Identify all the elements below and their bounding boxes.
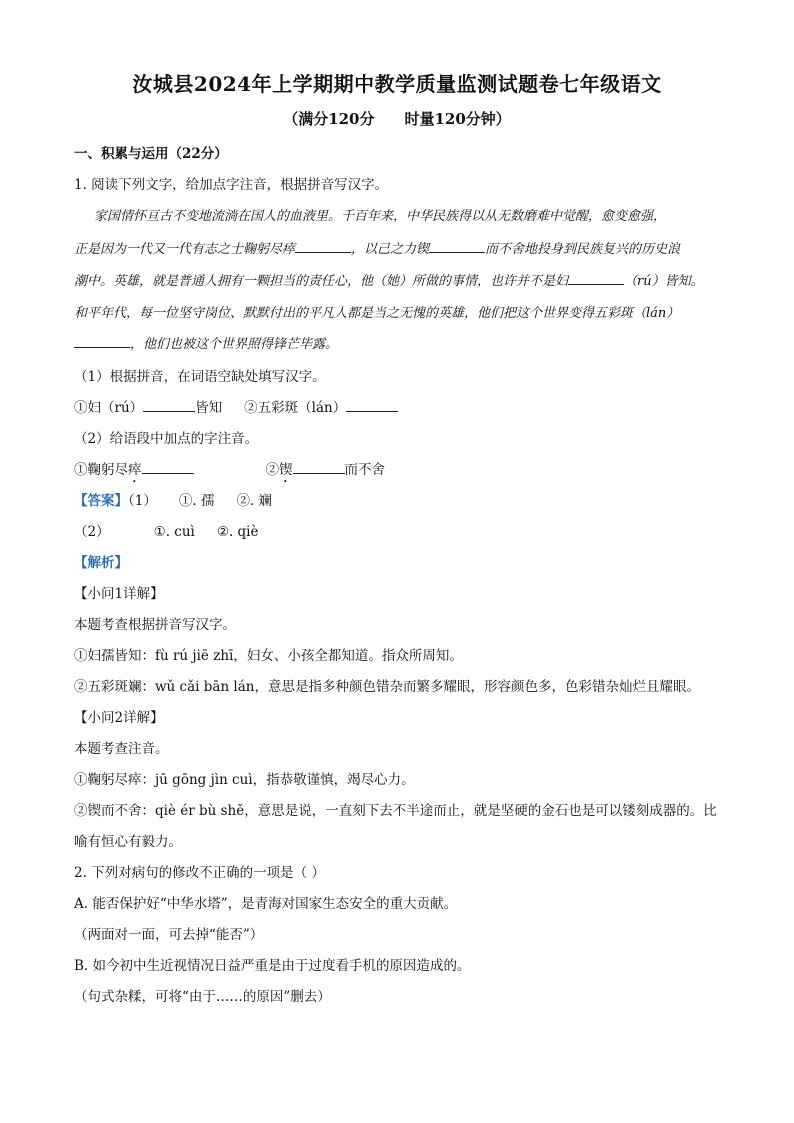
subq2-item-a: ①鞠躬尽瘁：jū gōng jìn cuì，指恭敬谨慎，竭尽心力。	[74, 772, 415, 788]
subq1-desc: 本题考查根据拼音写汉字。	[74, 617, 236, 633]
subq1-item-b: ②五彩斑斓：wǔ cǎi bān lán，意思是指多种颜色错杂而繁多耀眼，形容颜色多，色彩错杂灿烂且耀眼。	[74, 679, 700, 695]
answer-blank	[293, 461, 345, 474]
item-text: 而不舍	[344, 462, 385, 478]
full-score: （满分120分	[283, 110, 375, 128]
answer-blank	[143, 399, 195, 412]
passage-line-3	[74, 270, 724, 289]
option-a-note: （两面对一面，可去掉“能否”）	[74, 927, 264, 943]
question-1-stem: 1. 阅读下列文字，给加点字注音，根据拼音写汉字。	[74, 177, 389, 193]
passage-text: ，以己之力锲	[351, 242, 430, 257]
option-b-note: （句式杂糅，可将“由于……的原因”删去）	[74, 989, 331, 1005]
passage-text: 潮中。英雄，就是普通人拥有一颗担当的责任心，他（她）所做的事情，也许并不是妇	[74, 274, 569, 289]
answer-blank	[295, 240, 351, 253]
item-text: ①妇（rú）	[74, 400, 144, 416]
answer-item: ①. cuì	[153, 524, 195, 540]
subquestion-1: （1）根据拼音，在词语空缺处填写汉字。	[74, 369, 326, 385]
passage-text: 而不舍地投身到民族复兴的历史浪	[485, 242, 681, 257]
item-text: 皆知	[195, 400, 223, 416]
item-text: ②	[265, 462, 279, 478]
subq2-title: 【小问2详解】	[74, 710, 164, 726]
answer-blank	[346, 399, 398, 412]
answer-blank	[142, 461, 194, 474]
subquestion-2: （2）给语段中加点的字注音。	[74, 431, 259, 447]
answer-item: ②. qiè	[216, 524, 259, 540]
passage-text: （rú）皆知。	[624, 274, 704, 289]
subq2-item-b: ②锲而不舍：qiè ér bù shě，意思是说，一直刻下去不半途而止，就是坚硬的金石也是可以镂刻成器的。比	[74, 803, 717, 819]
question-2-stem: 2. 下列对病句的修改不正确的一项是（ ）	[74, 865, 325, 881]
subquestion-1-items	[74, 396, 398, 416]
passage-line-4: 和平年代，每一位坚守岗位、默默付出的平凡人都是当之无愧的英雄，他们把这个世界变得五彩斑（lán）	[74, 306, 680, 321]
option-a: A. 能否保护好“中华水塔”，是青海对国家生态安全的重大贡献。	[74, 896, 458, 912]
answer-blank	[568, 272, 624, 285]
answer-blank	[74, 335, 130, 348]
dotted-char: 瘁	[128, 462, 142, 478]
answer-part: （1）	[128, 493, 157, 509]
answer-tag: 【答案】	[74, 493, 128, 509]
passage-text: 正是因为一代又一代有志之士鞠躬尽瘁	[74, 242, 296, 257]
subq2-item-b-cont: 喻有恒心有毅力。	[74, 834, 182, 850]
subq1-title: 【小问1详解】	[74, 586, 164, 602]
analysis-tag: 【解析】	[74, 555, 128, 571]
exam-info	[0, 108, 794, 129]
subq1-item-a: ①妇孺皆知：fù rú jiē zhī，妇女、小孩全都知道。指众所周知。	[74, 648, 463, 664]
passage-line-5	[74, 333, 724, 352]
option-b: B. 如今初中生近视情况日益严重是由于过度看手机的原因造成的。	[74, 958, 471, 974]
item-text: ②五彩斑（lán）	[244, 400, 347, 416]
passage-line-2	[74, 238, 724, 257]
passage-text: ，他们也被这个世界照得锋芒毕露。	[130, 337, 339, 352]
page-title: 汝城县2024年上学期期中教学质量监测试题卷七年级语文	[132, 72, 662, 96]
answer-blank	[429, 240, 485, 253]
section-heading: 一、积累与运用（22分）	[74, 146, 228, 162]
dotted-char: 锲	[279, 462, 293, 478]
subq2-desc: 本题考查注音。	[74, 741, 169, 757]
passage-line-1: 家国情怀亘古不变地流淌在国人的血液里。千百年来，中华民族得以从无数磨难中觉醒，愈变愈强，	[94, 209, 667, 224]
subquestion-2-items	[74, 458, 385, 486]
answer-item: ②. 斓	[236, 493, 273, 509]
answer-part: （2）	[74, 524, 110, 540]
item-text: ①鞠躬尽	[74, 462, 128, 478]
exam-time: 时量120分钟）	[404, 110, 511, 128]
answer-row-1	[74, 489, 272, 509]
answer-item: ①. 孺	[178, 493, 215, 509]
answer-row-2	[74, 520, 259, 540]
